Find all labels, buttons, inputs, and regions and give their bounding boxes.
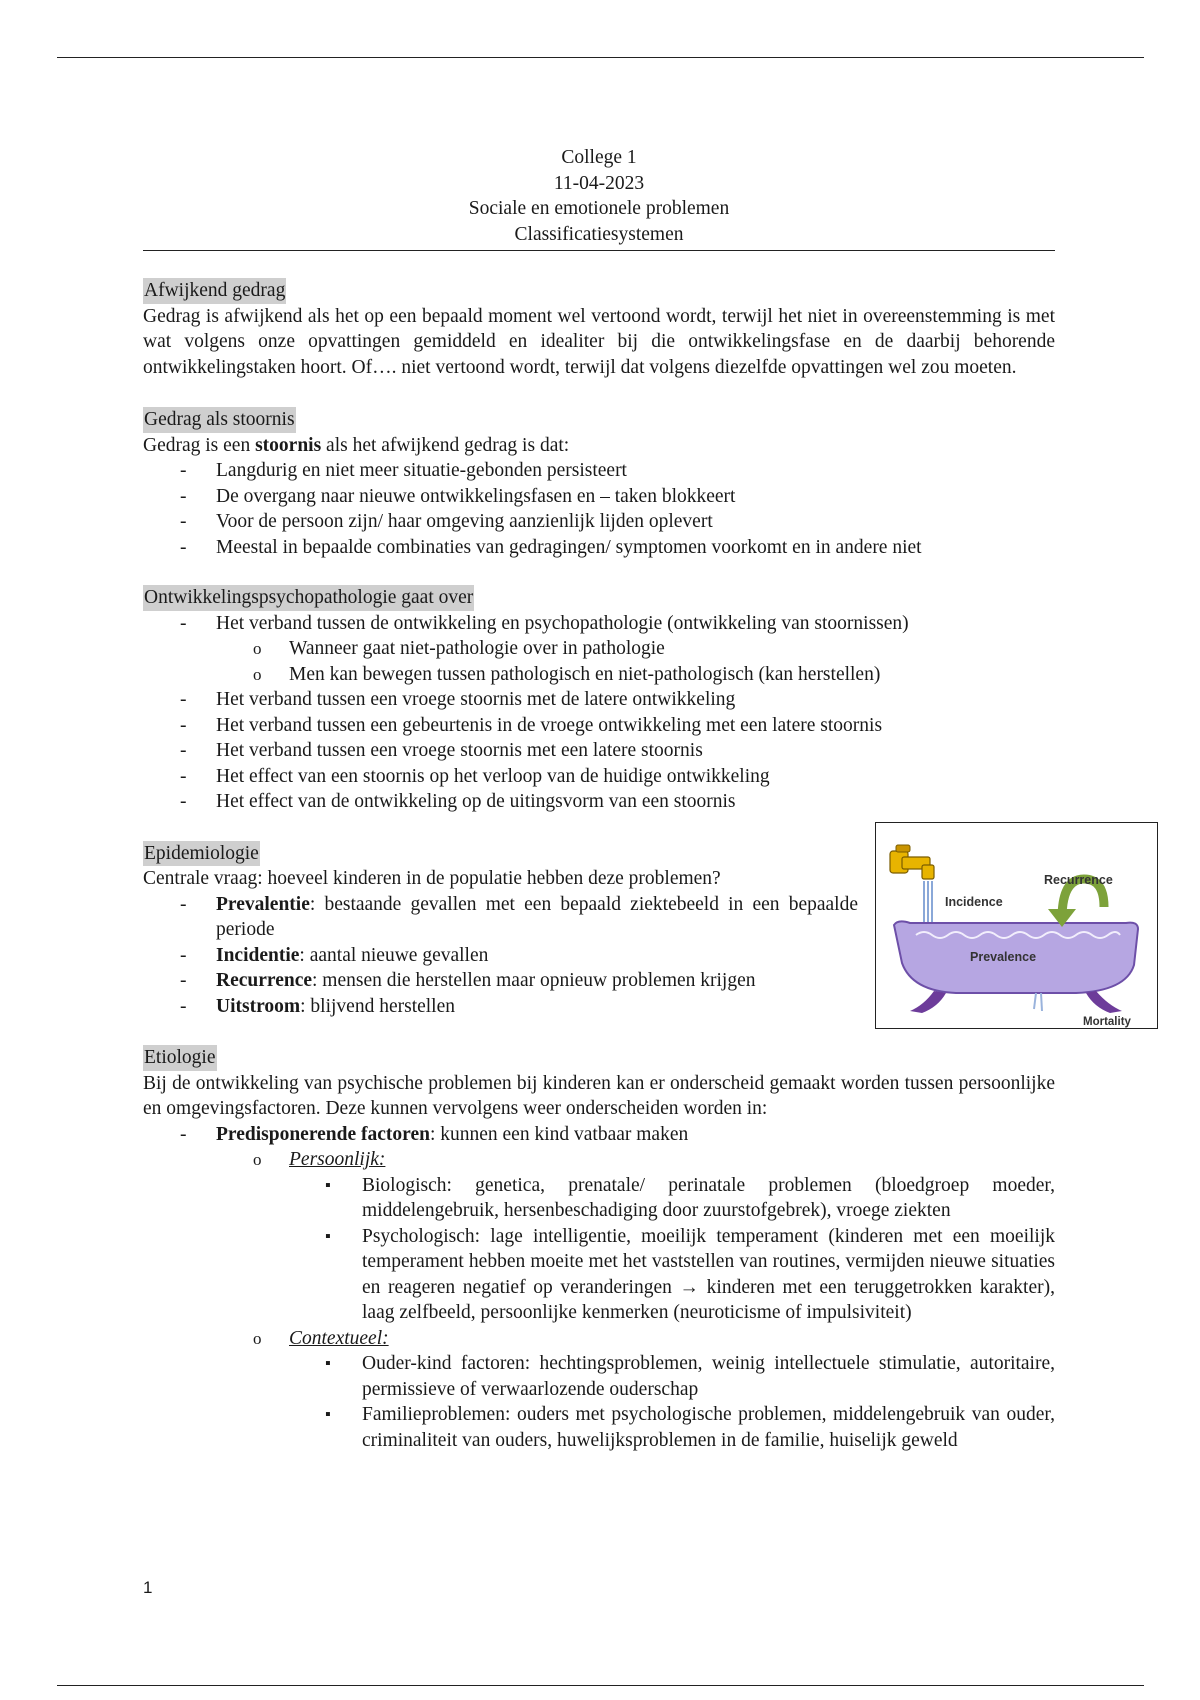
list-item: - Langdurig en niet meer situatie-gebonden persisteert — [143, 458, 1055, 484]
list-item: - Incidentie: aantal nieuwe gevallen — [143, 943, 858, 969]
list-item: - Het effect van een stoornis op het verloop van de huidige ontwikkeling — [143, 764, 1055, 790]
list-item: - Het verband tussen een vroege stoornis met een latere stoornis — [143, 738, 1055, 764]
sub-list-item — [143, 1147, 1055, 1326]
incidence-label: Incidence — [945, 894, 1003, 909]
bullet-list — [143, 611, 1055, 815]
page-number: 1 — [143, 1578, 153, 1597]
sub-list-item: o Wanneer gaat niet-pathologie over in pathologie — [143, 636, 1055, 662]
paragraph: Bij de ontwikkeling van psychische problemen bij kinderen kan er onderscheid gemaakt worden tussen persoonlijke en omgevingsfactoren. Deze kunnen vervolgens weer onderscheiden worden in: — [143, 1072, 1055, 1119]
list-item: - Recurrence: mensen die herstellen maar opnieuw problemen krijgen — [143, 968, 858, 994]
paragraph: Gedrag is afwijkend als het op een bepaald moment wel vertoond wordt, terwijl het niet in overeenstemming is met wat volgens onze opvattingen gemiddeld en idealiter bij die ontwikkelingsfase en de daarbij behorende ontwikkelingstaken hoort. Of…. niet vertoond wordt, terwijl dat volgens diezelfde opvattingen wel zou moeten. — [143, 305, 1055, 378]
paragraph: Gedrag is een stoornis als het afwijkend gedrag is dat: — [143, 434, 570, 456]
section-heading: Epidemiologie — [143, 841, 260, 867]
header-course: College 1 — [561, 147, 637, 168]
document-header — [143, 145, 1055, 247]
subheading-contextueel: Contextueel: — [289, 1327, 389, 1349]
subheading-persoonlijk: Persoonlijk: — [289, 1149, 386, 1170]
bathtub-illustration — [876, 823, 1157, 1028]
square-list-item: ▪ Familieproblemen: ouders met psychologische problemen, middelengebruik van ouder, criminaliteit van ouders, huwelijksproblemen in de familie, huiselijk geweld — [143, 1402, 1055, 1453]
bullet-list — [143, 458, 1055, 560]
list-item: - Prevalentie: bestaande gevallen met een bepaald ziektebeeld in een bepaalde periode — [143, 892, 858, 943]
list-item: - De overgang naar nieuwe ontwikkelingsfasen en – taken blokkeert — [143, 484, 1055, 510]
header-rule — [143, 250, 1055, 251]
square-list — [289, 1351, 1055, 1453]
section-etiologie — [143, 1045, 1055, 1453]
recurrence-label: Recurrence — [1044, 872, 1113, 887]
square-list-item: ▪ Biologisch: genetica, prenatale/ perinatale problemen (bloedgroep moeder, middelengebruik, hersenbeschadiging door zuurstofgebrek), vroege ziekten — [143, 1173, 1055, 1224]
list-item: - Het verband tussen een vroege stoornis met de latere ontwikkeling — [143, 687, 1055, 713]
list-item: - Uitstroom: blijvend herstellen — [143, 994, 858, 1020]
list-item: - Voor de persoon zijn/ haar omgeving aanzienlijk lijden oplevert — [143, 509, 1055, 535]
header-topic: Classificatiesystemen — [514, 223, 684, 245]
sub-list-item — [143, 1326, 1055, 1454]
bullet-list — [143, 892, 858, 1020]
mortality-label: Mortality — [1083, 1015, 1131, 1028]
sub-list — [216, 636, 1055, 687]
square-list-item: ▪ Ouder-kind factoren: hechtingsproblemen, weinig intellectuele stimulatie, autoritaire, permissieve of verwaarlozende ouderschap — [143, 1351, 1055, 1402]
header-subject: Sociale en emotionele problemen — [468, 198, 730, 219]
bottom-rule — [57, 1685, 1144, 1686]
list-item: - Het effect van de ontwikkeling op de uitingsvorm van een stoornis — [143, 789, 1055, 815]
bullet-list — [143, 1122, 1055, 1454]
section-epidemiologie — [143, 841, 1131, 1028]
sub-list-item: o Men kan bewegen tussen pathologisch en niet-pathologisch (kan herstellen) — [143, 662, 1055, 688]
paragraph: Centrale vraag: hoeveel kinderen in de populatie hebben deze problemen? — [143, 868, 721, 889]
faucet-icon — [890, 845, 934, 879]
list-item: - Predisponerende factoren: kunnen een kind vatbaar maken o Persoonlijk: ▪ Biologisch: genetica, prenatale/ perinatale problemen (bloedgroep moeder, middelengebruik, hersenbeschadiging door zuurstofgebrek), vroege ziekten ▪ Psychologisch: lage intelligentie, moeilijk temperament (kinderen met een moeilijk temperament hebben moeite met het vaststellen van routines, vermijden nieuwe situaties en reageren negatief op veranderingen → kinderen met een teruggetrokken karakter), laag zelfbeeld, persoonlijke kenmerken (neuroticisme of impulsiviteit) o Contextueel: ▪ Ouder-kind factoren: hechtingsproblemen, weinig intellectuele stimulatie, autoritaire, permissieve of verwaarlozende ouderschap ▪ Familieproblemen: ouders met psychologische problemen, middelengebruik van ouder, criminaliteit van ouders, huwelijksproblemen in de familie, huiselijk geweld — [143, 1122, 1055, 1454]
section-afwijkend-gedrag — [143, 278, 1055, 380]
drain-water — [1034, 993, 1042, 1011]
square-list-item: ▪ Psychologisch: lage intelligentie, moeilijk temperament (kinderen met een moeilijk temperament hebben moeite met het vaststellen van routines, vermijden nieuwe situaties en reageren negatief op veranderingen → kinderen met een teruggetrokken karakter), laag zelfbeeld, persoonlijke kenmerken (neuroticisme of impulsiviteit) — [143, 1224, 1055, 1326]
top-rule — [57, 57, 1144, 58]
tub-foot-left — [910, 991, 946, 1013]
bathtub-figure — [875, 822, 1158, 1029]
section-gedrag-als-stoornis — [143, 407, 1055, 560]
section-heading: Etiologie — [143, 1045, 217, 1071]
sub-list — [216, 1147, 1055, 1453]
section-heading: Afwijkend gedrag — [143, 278, 286, 304]
list-item: - Het verband tussen de ontwikkeling en psychopathologie (ontwikkeling van stoornissen) o Wanneer gaat niet-pathologie over in pathologie o Men kan bewegen tussen pathologisch en niet-pathologisch (kan herstellen) — [143, 611, 1055, 688]
prevalence-label: Prevalence — [970, 949, 1037, 964]
section-ontwikkelingspsychopathologie — [143, 585, 1055, 815]
section-heading: Ontwikkelingspsychopathologie gaat over — [143, 585, 474, 611]
list-item: - Het verband tussen een gebeurtenis in de vroege ontwikkeling met een latere stoornis — [143, 713, 1055, 739]
section-heading: Gedrag als stoornis — [143, 407, 296, 433]
document-page — [143, 145, 1131, 1453]
list-item: - Meestal in bepaalde combinaties van gedragingen/ symptomen voorkomt en in andere niet — [143, 535, 1055, 561]
header-date: 11-04-2023 — [553, 172, 645, 194]
square-list — [289, 1173, 1055, 1326]
